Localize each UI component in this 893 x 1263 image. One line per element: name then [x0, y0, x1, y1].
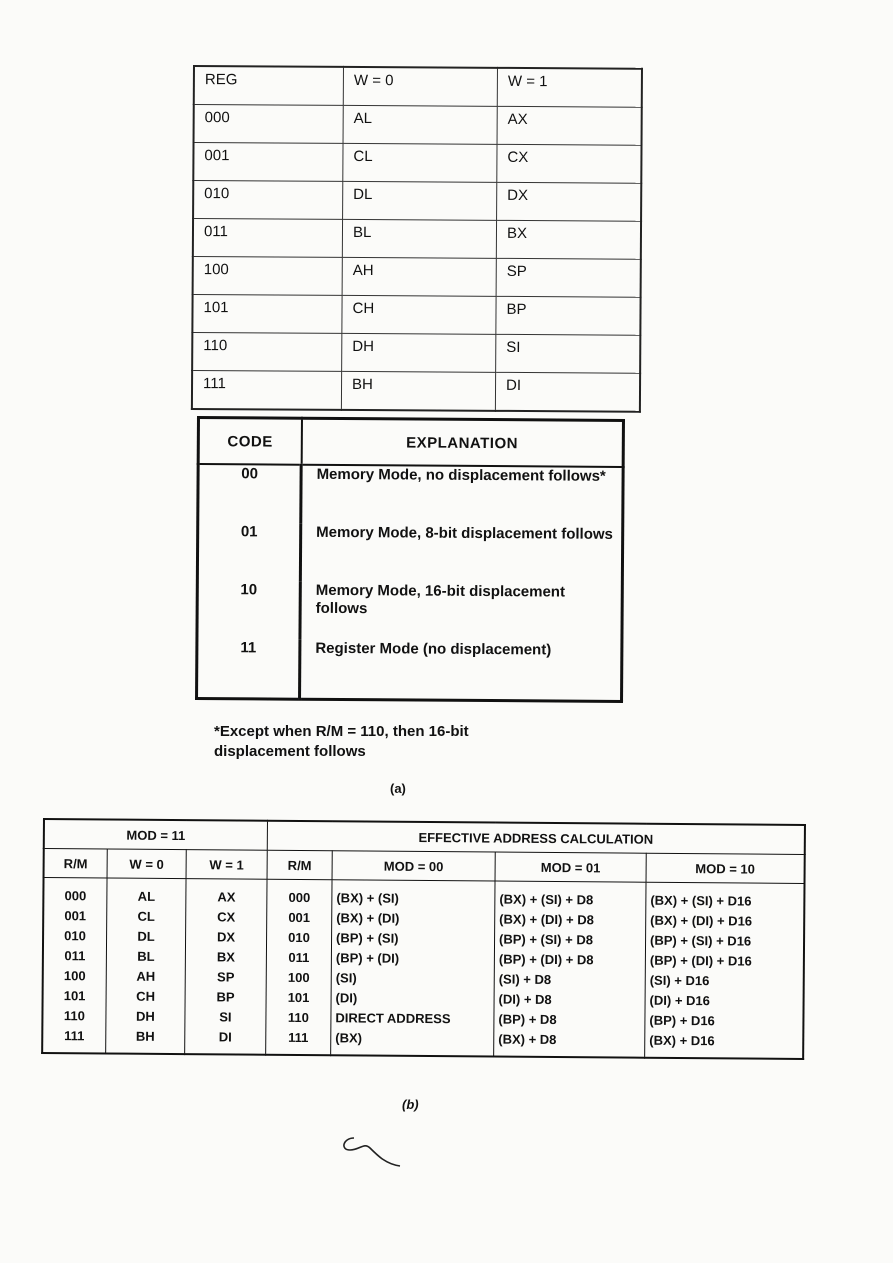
ea-cell-w0: CL: [137, 908, 155, 924]
ea-cell-w0: BL: [137, 948, 155, 964]
ea-cell-w0: CH: [136, 988, 156, 1004]
mod-header-code: CODE: [198, 418, 301, 465]
ea-cell-mod01: (BP) + (DI) + D8: [498, 951, 594, 968]
reg-w1-cell: DI: [495, 372, 640, 411]
ea-cell-mod00: (BX): [335, 1030, 363, 1046]
ea-col-mod10: [645, 882, 805, 1059]
ea-cell-rm-left: 101: [63, 988, 86, 1004]
mod-row: [198, 464, 623, 526]
handwritten-squiggle: [338, 1128, 408, 1173]
effective-address-table: [41, 818, 806, 1060]
caption-b: (b): [402, 1097, 419, 1112]
reg-row: [194, 105, 642, 146]
ea-cell-mod00: (SI): [335, 970, 357, 986]
reg-w1-cell: SP: [496, 258, 641, 297]
reg-header-w0: W = 0: [343, 67, 497, 106]
ea-cell-rm-left: 000: [64, 888, 87, 904]
ea-cell-rm-right: 110: [287, 1009, 309, 1026]
ea-cell-rm-left: 110: [63, 1008, 85, 1024]
reg-code-cell: 010: [193, 181, 343, 220]
ea-header-mod10: MOD = 10: [646, 853, 805, 883]
ea-cell-mod00: (BX) + (DI): [336, 910, 400, 926]
ea-cell-w1: SP: [217, 969, 235, 985]
ea-cell-mod00: (BP) + (SI): [336, 930, 399, 946]
ea-cell-mod00: DIRECT ADDRESS: [335, 1010, 451, 1027]
ea-cell-w1: BX: [216, 949, 236, 965]
ea-cell-mod10: (BP) + (SI) + D16: [649, 932, 752, 949]
ea-header-rm-left: R/M: [44, 849, 108, 878]
ea-cell-mod01: (BP) + (SI) + D8: [499, 931, 594, 948]
reg-code-cell: 000: [194, 105, 344, 144]
ea-cell-rm-left: 111: [64, 1028, 85, 1044]
ea-cell-rm-right: 100: [287, 969, 310, 986]
ea-cell-w1: DX: [216, 929, 236, 945]
mod-code-cell: 10: [197, 581, 300, 640]
ea-cell-mod10: (BP) + (DI) + D16: [649, 952, 752, 969]
reg-table-body: [192, 66, 642, 412]
ea-cell-w1: AX: [217, 889, 236, 905]
ea-cell-mod10: (DI) + D16: [649, 992, 710, 1009]
ea-cell-rm-right: 000: [288, 889, 311, 906]
ea-cell-rm-right: 111: [288, 1029, 309, 1046]
ea-cell-w1: CX: [217, 909, 236, 925]
ea-cell-mod01: (DI) + D8: [498, 991, 552, 1008]
reg-code-cell: 110: [192, 333, 342, 372]
ea-col-mod01: [494, 881, 646, 1058]
reg-code-cell: 001: [193, 143, 343, 182]
ea-header-rm-right: R/M: [267, 850, 332, 880]
reg-header-row: [194, 66, 642, 107]
ea-header-w0: W = 0: [107, 849, 186, 879]
reg-w0-cell: BL: [342, 219, 496, 258]
reg-code-cell: 111: [192, 371, 342, 410]
mod-explanation-cell: Memory Mode, 16-bit displacement follows: [315, 581, 566, 618]
ea-cell-mod01: (BX) + (DI) + D8: [499, 911, 594, 928]
reg-w1-cell: DX: [497, 182, 642, 221]
reg-row: [193, 181, 641, 222]
ea-header-mod01: MOD = 01: [495, 852, 646, 882]
mod-code-cell: 00: [198, 464, 301, 524]
ea-cell-mod10: (BX) + D16: [649, 1032, 715, 1049]
reg-row: [192, 371, 640, 412]
ea-col-mod00: [331, 880, 495, 1057]
mod-code-cell: 11: [197, 639, 300, 699]
reg-w0-cell: CH: [342, 295, 496, 334]
ea-group-calc: EFFECTIVE ADDRESS CALCULATION: [267, 821, 805, 855]
reg-row: [193, 219, 641, 260]
reg-w0-cell: BH: [341, 371, 495, 410]
ea-cell-mod01: (BX) + (SI) + D8: [499, 891, 594, 908]
reg-w1-cell: SI: [496, 334, 641, 373]
ea-cell-mod01: (BP) + D8: [498, 1011, 557, 1028]
ea-cell-mod00: (BP) + (DI): [335, 950, 400, 966]
ea-cell-w0: DL: [137, 928, 155, 944]
ea-col-rm-right: [266, 879, 332, 1055]
caption-a: (a): [390, 781, 406, 796]
ea-cell-w0: BH: [135, 1028, 155, 1044]
ea-cell-mod10: (BX) + (DI) + D16: [650, 912, 753, 929]
reg-w0-cell: AH: [342, 257, 496, 296]
reg-header-w1: W = 1: [497, 68, 642, 107]
reg-table: [191, 65, 643, 413]
ea-cell-rm-left: 011: [64, 948, 86, 964]
ea-cell-mod01: (SI) + D8: [498, 971, 552, 987]
reg-w0-cell: DL: [343, 181, 497, 220]
ea-cell-w0: AL: [137, 888, 156, 904]
mod-row: [197, 581, 622, 642]
reg-w1-cell: BP: [496, 296, 641, 335]
reg-code-cell: 100: [193, 257, 343, 296]
ea-body-row: [42, 878, 804, 1059]
ea-cell-mod10: (BP) + D16: [649, 1012, 715, 1029]
ea-cell-rm-right: 101: [287, 989, 310, 1006]
ea-col-rm-left: [42, 878, 107, 1054]
mod-header-explanation: EXPLANATION: [301, 418, 623, 467]
ea-col-w0: [106, 878, 186, 1054]
ea-cell-rm-left: 100: [63, 968, 86, 984]
ea-cell-rm-right: 010: [288, 929, 310, 946]
mod-explanation-cell: Memory Mode, 8-bit displacement follows: [316, 523, 613, 543]
ea-cell-rm-left: 010: [64, 928, 86, 944]
reg-w1-cell: CX: [497, 144, 642, 183]
ea-cell-mod10: (BX) + (SI) + D16: [650, 892, 752, 909]
reg-code-cell: 011: [193, 219, 343, 258]
ea-cell-mod00: (DI): [335, 990, 358, 1006]
ea-cell-mod01: (BX) + D8: [498, 1031, 557, 1048]
mod-row: [197, 523, 622, 584]
mod-footnote: *Except when R/M = 110, then 16-bit displacement follows: [214, 723, 469, 760]
mod-table-body: [197, 464, 624, 701]
reg-row: [192, 295, 640, 336]
reg-row: [193, 143, 641, 184]
ea-header-w1: W = 1: [186, 850, 267, 880]
mod-header-row: [198, 418, 623, 467]
ea-cell-rm-left: 001: [64, 908, 87, 924]
ea-col-w1: [185, 879, 267, 1055]
ea-cell-rm-right: 011: [288, 949, 310, 966]
reg-code-cell: 101: [192, 295, 342, 334]
ea-cell-w1: BP: [216, 989, 235, 1005]
ea-cell-w0: DH: [135, 1008, 155, 1024]
ea-header-mod00: MOD = 00: [332, 851, 495, 881]
reg-header-reg: REG: [194, 66, 344, 105]
reg-w1-cell: BX: [496, 220, 641, 259]
ea-cell-mod00: (BX) + (SI): [336, 890, 399, 906]
ea-cell-w0: AH: [136, 968, 156, 984]
mod-table: [195, 416, 625, 703]
ea-cell-mod10: (SI) + D16: [649, 972, 710, 989]
mod-row: [197, 639, 622, 701]
reg-w0-cell: AL: [343, 105, 497, 144]
mod-code-cell: 01: [197, 523, 300, 582]
reg-row: [193, 257, 641, 298]
mod-explanation-cell: Memory Mode, no displacement follows*: [316, 465, 606, 485]
reg-row: [192, 333, 640, 374]
reg-w0-cell: CL: [343, 143, 497, 182]
ea-cell-w1: DI: [218, 1029, 232, 1045]
ea-cell-rm-right: 001: [288, 909, 311, 926]
reg-w1-cell: AX: [497, 106, 642, 145]
ea-group-mod11: MOD = 11: [44, 819, 268, 850]
mod-explanation-cell: Register Mode (no displacement): [315, 639, 552, 659]
reg-w0-cell: DH: [342, 333, 496, 372]
ea-cell-w1: SI: [219, 1009, 232, 1025]
